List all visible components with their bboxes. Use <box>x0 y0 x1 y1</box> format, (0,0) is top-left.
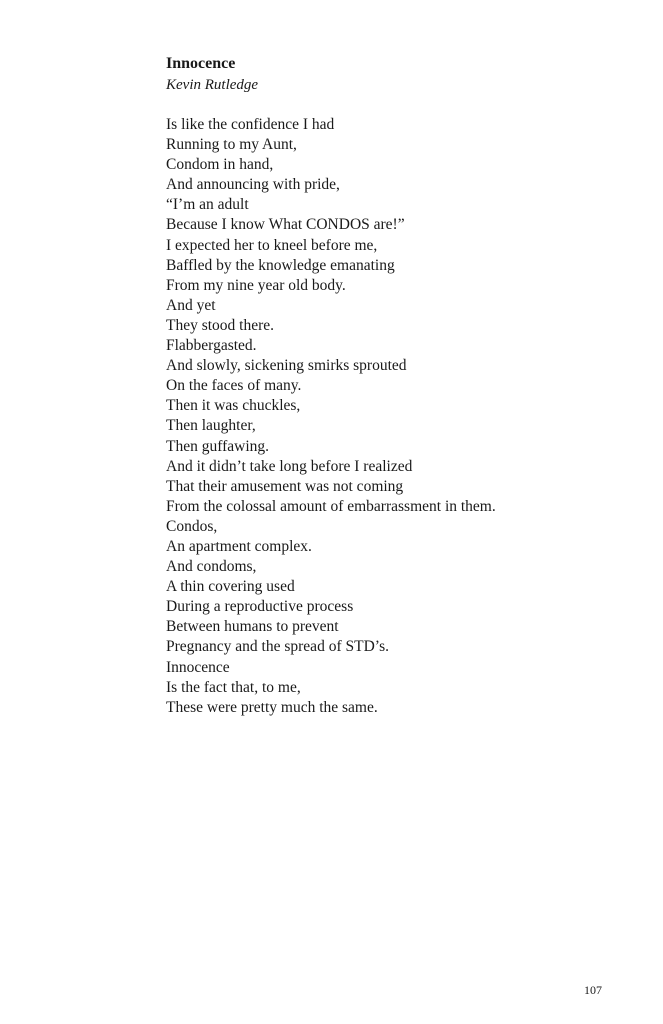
poem-line: These were pretty much the same. <box>166 698 378 716</box>
poem-line: And it didn’t take long before I realized <box>166 457 413 475</box>
poem-line: Then laughter, <box>166 417 256 435</box>
poem-line: From the colossal amount of embarrassment in them. <box>166 497 496 515</box>
poem-line: Condom in hand, <box>166 156 274 174</box>
poem-line: Innocence <box>166 658 230 676</box>
poem-line: Flabbergasted. <box>166 337 257 355</box>
poem-line: Pregnancy and the spread of STD’s. <box>166 638 389 656</box>
page-number: 107 <box>584 983 602 997</box>
poem-line: And condoms, <box>166 558 257 576</box>
poem-lines <box>166 115 636 718</box>
poem-line: Running to my Aunt, <box>166 136 297 154</box>
poem-line: And announcing with pride, <box>166 176 340 194</box>
poem-line: Then it was chuckles, <box>166 397 301 415</box>
poem-line: On the faces of many. <box>166 377 302 395</box>
poem-line: An apartment complex. <box>166 537 312 555</box>
poem <box>166 53 636 718</box>
poem-line: Then guffawing. <box>166 437 270 455</box>
poem-line: Baffled by the knowledge emanating <box>166 256 395 274</box>
poem-line: And yet <box>166 296 216 314</box>
poem-line: They stood there. <box>166 316 275 334</box>
poem-author: Kevin Rutledge <box>166 77 259 93</box>
poem-line: Condos, <box>166 517 218 535</box>
poem-line: During a reproductive process <box>166 598 354 616</box>
poem-line: From my nine year old body. <box>166 276 346 294</box>
poem-line: Is like the confidence I had <box>166 116 335 133</box>
poem-line: Because I know What CONDOS are!” <box>166 216 405 234</box>
poem-line: I expected her to kneel before me, <box>166 236 378 254</box>
poem-line: Is the fact that, to me, <box>166 678 301 696</box>
poem-line: Between humans to prevent <box>166 618 339 636</box>
poem-line: That their amusement was not coming <box>166 477 404 495</box>
poem-title: Innocence <box>166 55 236 72</box>
poem-line: A thin covering used <box>166 578 295 596</box>
poem-line: And slowly, sickening smirks sprouted <box>166 357 407 375</box>
poem-line: “I’m an adult <box>166 196 249 214</box>
